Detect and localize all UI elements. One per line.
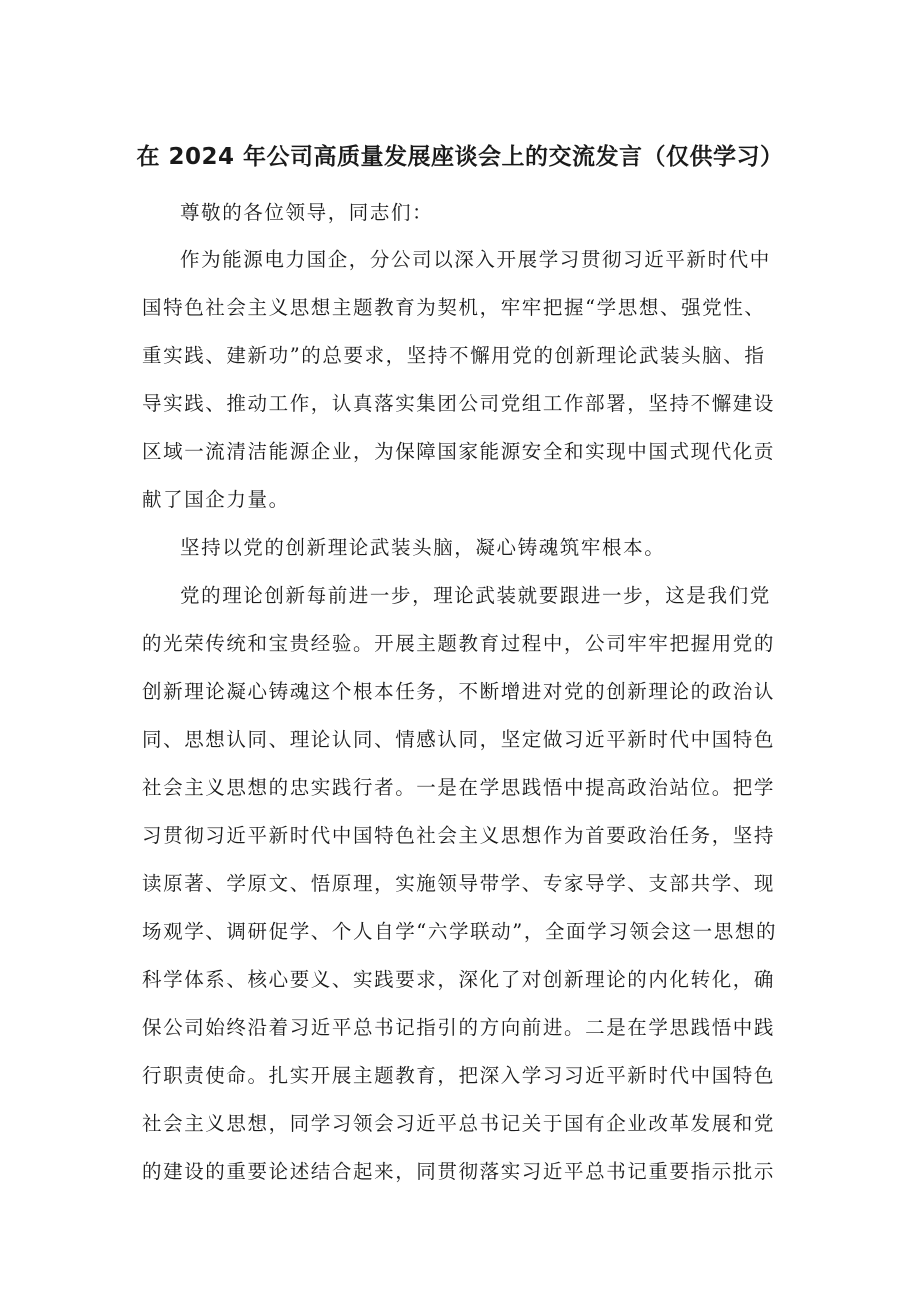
paragraph-2-line: 保公司始终沿着习近平总书记指引的方向前进。二是在学思践悟中践 bbox=[142, 1016, 776, 1039]
paragraph-2-line: 同、思想认同、理论认同、情感认同，坚定做习近平新时代中国特色 bbox=[142, 728, 776, 751]
salutation: 尊敬的各位领导，同志们： bbox=[180, 201, 434, 224]
paragraph-2-line: 社会主义思想，同学习领会习近平总书记关于国有企业改革发展和党 bbox=[142, 1112, 776, 1135]
paragraph-1-line: 导实践、推动工作，认真落实集团公司党组工作部署，坚持不懈建设 bbox=[142, 392, 776, 415]
document-title: 在 2024 年公司高质量发展座谈会上的交流发言（仅供学习） bbox=[136, 144, 784, 170]
paragraph-1-line: 重实践、建新功”的总要求，坚持不懈用党的创新理论武装头脑、指 bbox=[142, 344, 766, 367]
paragraph-2-line: 的建设的重要论述结合起来，同贯彻落实习近平总书记重要指示批示 bbox=[142, 1160, 776, 1183]
paragraph-2-line: 场观学、调研促学、个人自学“六学联动”，全面学习领会这一思想的 bbox=[142, 920, 778, 943]
paragraph-2-line: 行职责使命。扎实开展主题教育，把深入学习习近平新时代中国特色 bbox=[142, 1064, 776, 1087]
paragraph-1-line: 作为能源电力国企，分公司以深入开展学习贯彻习近平新时代中 bbox=[180, 248, 771, 271]
paragraph-2-line: 党的理论创新每前进一步，理论武装就要跟进一步，这是我们党 bbox=[180, 584, 771, 607]
paragraph-2-line: 读原著、学原文、悟原理，实施领导带学、专家导学、支部共学、现 bbox=[142, 872, 776, 895]
paragraph-1-line: 献了国企力量。 bbox=[142, 488, 290, 511]
paragraph-1-line: 国特色社会主义思想主题教育为契机，牢牢把握“学思想、强党性、 bbox=[142, 296, 766, 319]
paragraph-1-line: 区域一流清洁能源企业，为保障国家能源安全和实现中国式现代化贡 bbox=[142, 440, 776, 463]
paragraph-2-line: 习贯彻习近平新时代中国特色社会主义思想作为首要政治任务，坚持 bbox=[142, 824, 776, 847]
paragraph-2-line: 的光荣传统和宝贵经验。开展主题教育过程中，公司牢牢把握用党的 bbox=[142, 632, 776, 655]
paragraph-2-line: 创新理论凝心铸魂这个根本任务，不断增进对党的创新理论的政治认 bbox=[142, 680, 776, 703]
section-heading: 坚持以党的创新理论武装头脑，凝心铸魂筑牢根本。 bbox=[180, 536, 666, 559]
paragraph-2-line: 科学体系、核心要义、实践要求，深化了对创新理论的内化转化，确 bbox=[142, 968, 776, 991]
paragraph-2-line: 社会主义思想的忠实践行者。一是在学思践悟中提高政治站位。把学 bbox=[142, 776, 776, 799]
